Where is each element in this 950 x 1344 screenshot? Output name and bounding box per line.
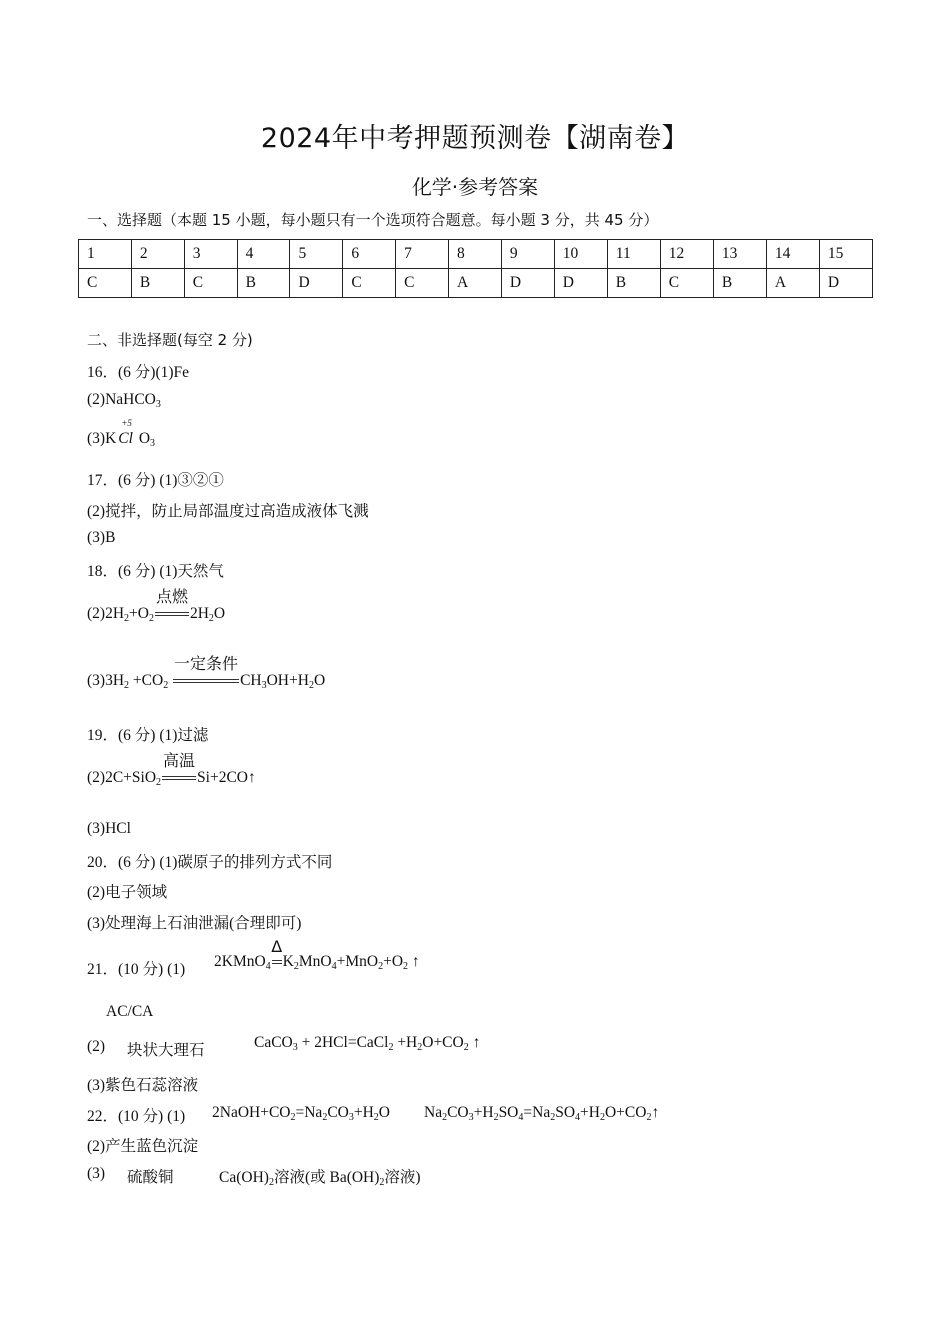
q19-part3: (3)HCl (87, 820, 131, 837)
answer-table (78, 239, 873, 298)
q16-part2: (2)NaHCO$_3$ (87, 391, 161, 410)
answer-table-number-row (79, 240, 873, 269)
question-number: 5 (290, 240, 343, 269)
q19-part1: 19．(6 分) (1)过滤 (87, 727, 209, 744)
answer-cell: D (501, 269, 554, 298)
question-number: 7 (396, 240, 449, 269)
reaction-condition: Δ (271, 953, 283, 971)
page-subtitle: 化学·参考答案 (411, 175, 539, 199)
q21-part1-equation: 2KMnO$_4$ Δ $K_2MnO_4+MnO_2+O_2$ ↑ (214, 937, 420, 972)
answer-cell: C (343, 269, 396, 298)
q21-part2-equation: CaCO$_3$ + 2HCl=CaCl$_2$ $+H_2O+CO_2$ ↑ (254, 1034, 481, 1053)
answer-table-answer-row (79, 269, 873, 298)
q21-part3: (3)紫色石蕊溶液 (87, 1077, 199, 1094)
reaction-condition: 点燃 (154, 605, 190, 623)
answer-cell: B (237, 269, 290, 298)
question-number: 15 (819, 240, 872, 269)
q21-part1-label: 21．(10 分) (1) (87, 961, 186, 978)
question-number: 11 (607, 240, 660, 269)
q18-part3-equation: $(3)3H_2 +CO_2$ 一定条件 $CH_3OH+H_2O$ (87, 654, 326, 691)
oxidation-state: +5 (121, 418, 132, 428)
q21-part2-text: 块状大理石 (127, 1042, 205, 1059)
page-title: 2024年中考押题预测卷【湖南卷】 (260, 123, 690, 154)
answer-cell: C (396, 269, 449, 298)
question-number: 1 (79, 240, 132, 269)
answer-cell: C (184, 269, 237, 298)
section2-heading: 二、非选择题(每空 2 分) (87, 331, 253, 349)
q17-part1: 17．(6 分) (1)③②① (87, 472, 224, 489)
q22-part3-text: 硫酸铜 (127, 1169, 174, 1186)
q21-part1b: AC/CA (106, 1003, 154, 1020)
q17-part3: (3)B (87, 529, 116, 546)
question-number: 13 (713, 240, 766, 269)
question-number: 14 (766, 240, 819, 269)
section1-heading: 一、选择题（本题 15 小题，每小题只有一个选项符合题意。每小题 3 分，共 45 分） (87, 211, 659, 229)
question-number: 2 (131, 240, 184, 269)
question-number: 12 (660, 240, 713, 269)
q21-part2-label: (2) (87, 1038, 106, 1055)
answer-cell: B (131, 269, 184, 298)
reaction-condition: 一定条件 (172, 672, 240, 690)
question-number: 8 (449, 240, 502, 269)
reaction-condition: 高温 (161, 769, 197, 787)
q22-part1-label: 22．(10 分) (1) (87, 1108, 186, 1125)
q16-part3: (3)K +5 Cl $O_3$ (87, 418, 156, 449)
question-number: 3 (184, 240, 237, 269)
question-number: 6 (343, 240, 396, 269)
q18-part2-equation: $(2)2H_2+O_2$ 点燃 $2H_2O$ (87, 587, 226, 624)
answer-cell: A (766, 269, 819, 298)
answer-cell: D (554, 269, 607, 298)
answer-cell: B (713, 269, 766, 298)
q17-part2: (2)搅拌，防止局部温度过高造成液体飞溅 (87, 503, 369, 520)
question-number: 10 (554, 240, 607, 269)
answer-cell: C (660, 269, 713, 298)
q18-part1: 18．(6 分) (1)天然气 (87, 563, 224, 580)
q22-equation-2: $Na_2CO_3+H_2SO_4=Na_2SO_4+H_2O+CO_2↑$ (424, 1104, 660, 1123)
answer-cell: D (819, 269, 872, 298)
q22-part3-reagent: $Ca(OH)_2$溶液(或 $Ba(OH)_2$溶液) (219, 1169, 421, 1188)
answer-cell: D (290, 269, 343, 298)
q22-part3-label: (3) (87, 1165, 106, 1182)
q16-part1: 16．(6 分)(1)Fe (87, 364, 190, 381)
q20-part3: (3)处理海上石油泄漏(合理即可) (87, 915, 302, 932)
question-number: 4 (237, 240, 290, 269)
q20-part2: (2)电子领域 (87, 884, 168, 901)
answer-cell: C (79, 269, 132, 298)
answer-cell: A (449, 269, 502, 298)
answer-cell: B (607, 269, 660, 298)
q19-part2-equation: (2)2C+SiO$_2$ 高温 Si+2CO↑ (87, 751, 256, 788)
q20-part1: 20．(6 分) (1)碳原子的排列方式不同 (87, 854, 333, 871)
q22-part2: (2)产生蓝色沉淀 (87, 1138, 199, 1155)
question-number: 9 (501, 240, 554, 269)
q22-equation-1: $2NaOH+CO_2=Na_2CO_3+H_2O$ (212, 1104, 390, 1123)
